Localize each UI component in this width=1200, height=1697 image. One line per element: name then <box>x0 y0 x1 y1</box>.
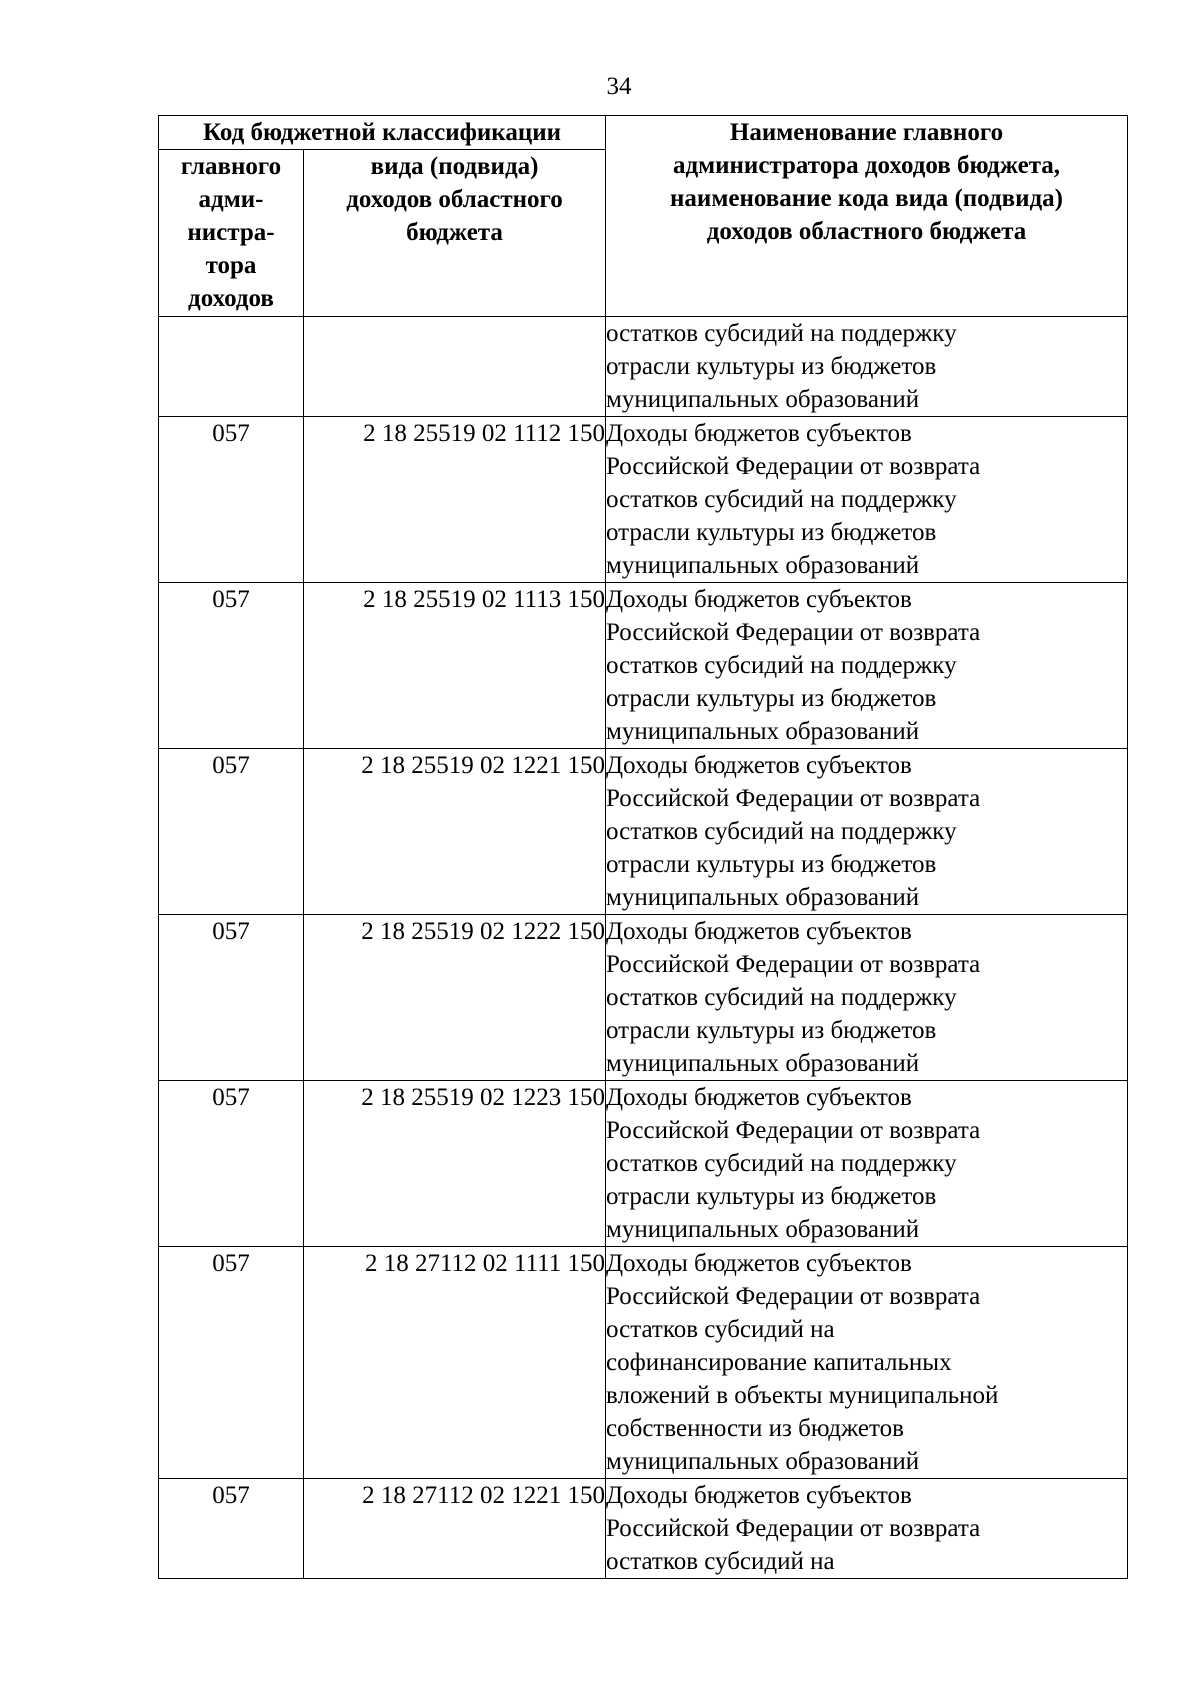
header-line: доходов областного бюджета <box>706 218 1027 245</box>
description-line: Российской Федерации от возврата <box>606 619 981 646</box>
description-cell <box>606 1479 1128 1579</box>
admin-code-cell: 057 <box>159 1247 304 1479</box>
table-row <box>159 915 1128 1081</box>
description-line: отрасли культуры из бюджетов <box>606 519 937 546</box>
description-cell <box>606 1247 1128 1479</box>
description-cell <box>606 417 1128 583</box>
description-cell <box>606 749 1128 915</box>
description-line: муниципальных образований <box>606 718 920 745</box>
income-code-cell: 2 18 27112 02 1221 150 <box>304 1479 606 1579</box>
description-line: отрасли культуры из бюджетов <box>606 353 937 380</box>
income-code-cell: 2 18 25519 02 1221 150 <box>304 749 606 915</box>
kind-column-header <box>304 150 606 317</box>
description-line: остатков субсидий на поддержку <box>606 320 957 347</box>
description-line: муниципальных образований <box>606 1448 920 1475</box>
table-row <box>159 417 1128 583</box>
name-column-header <box>606 116 1128 317</box>
description-line: отрасли культуры из бюджетов <box>606 1183 937 1210</box>
description-cell <box>606 583 1128 749</box>
description-line: остатков субсидий на поддержку <box>606 818 957 845</box>
income-code-cell: 2 18 25519 02 1223 150 <box>304 1081 606 1247</box>
admin-code-cell: 057 <box>159 915 304 1081</box>
description-line: собственности из бюджетов <box>606 1415 904 1442</box>
description-line: Доходы бюджетов субъектов <box>606 1482 912 1509</box>
admin-code-cell: 057 <box>159 583 304 749</box>
income-code-cell: 2 18 25519 02 1113 150 <box>304 583 606 749</box>
header-line: тора <box>205 252 257 279</box>
budget-classification-table <box>158 115 1128 1579</box>
table-row <box>159 1479 1128 1579</box>
header-line: доходов областного <box>346 186 563 213</box>
description-cell <box>606 915 1128 1081</box>
header-line: Наименование главного <box>729 119 1004 146</box>
admin-code-cell: 057 <box>159 417 304 583</box>
table-row <box>159 317 1128 417</box>
header-line: адми- <box>198 186 264 213</box>
table-row <box>159 1247 1128 1479</box>
table-row <box>159 1081 1128 1247</box>
description-line: остатков субсидий на поддержку <box>606 486 957 513</box>
description-line: Российской Федерации от возврата <box>606 1283 981 1310</box>
admin-code-cell: 057 <box>159 1479 304 1579</box>
classification-code-group-header: Код бюджетной классификации <box>159 116 606 150</box>
description-line: Российской Федерации от возврата <box>606 1515 981 1542</box>
description-line: муниципальных образований <box>606 1050 920 1077</box>
description-line: муниципальных образований <box>606 1216 920 1243</box>
description-line: Российской Федерации от возврата <box>606 785 981 812</box>
header-line: доходов <box>188 285 274 312</box>
income-code-cell: 2 18 25519 02 1222 150 <box>304 915 606 1081</box>
description-line: муниципальных образований <box>606 552 920 579</box>
header-line: бюджета <box>406 219 503 246</box>
header-line: вида (подвида) <box>370 153 539 180</box>
description-line: Доходы бюджетов субъектов <box>606 586 912 613</box>
admin-column-header <box>159 150 304 317</box>
description-line: остатков субсидий на поддержку <box>606 1150 957 1177</box>
description-line: отрасли культуры из бюджетов <box>606 851 937 878</box>
description-line: остатков субсидий на <box>606 1316 835 1343</box>
admin-code-cell: 057 <box>159 1081 304 1247</box>
description-line: отрасли культуры из бюджетов <box>606 685 937 712</box>
header-line: администратора доходов бюджета, <box>672 152 1061 179</box>
description-line: остатков субсидий на поддержку <box>606 984 957 1011</box>
description-line: Доходы бюджетов субъектов <box>606 1250 912 1277</box>
description-line: отрасли культуры из бюджетов <box>606 1017 937 1044</box>
description-line: софинансирование капитальных <box>606 1349 952 1376</box>
header-line: наименование кода вида (подвида) <box>670 185 1063 212</box>
admin-code-cell: 057 <box>159 749 304 915</box>
description-line: Российской Федерации от возврата <box>606 453 981 480</box>
description-line: остатков субсидий на <box>606 1548 835 1575</box>
table-row <box>159 749 1128 915</box>
description-line: Доходы бюджетов субъектов <box>606 420 912 447</box>
description-line: Доходы бюджетов субъектов <box>606 918 912 945</box>
table-row <box>159 583 1128 749</box>
description-line: Российской Федерации от возврата <box>606 951 981 978</box>
description-line: Российской Федерации от возврата <box>606 1117 981 1144</box>
description-line: остатков субсидий на поддержку <box>606 652 957 679</box>
description-line: вложений в объекты муниципальной <box>606 1382 999 1409</box>
income-code-cell <box>304 317 606 417</box>
description-line: Доходы бюджетов субъектов <box>606 1084 912 1111</box>
description-line: муниципальных образований <box>606 386 920 413</box>
description-cell <box>606 1081 1128 1247</box>
income-code-cell: 2 18 25519 02 1112 150 <box>304 417 606 583</box>
header-line: нистра- <box>187 219 275 246</box>
admin-code-cell <box>159 317 304 417</box>
income-code-cell: 2 18 27112 02 1111 150 <box>304 1247 606 1479</box>
page-number: 34 <box>606 73 632 100</box>
header-line: главного <box>180 153 282 180</box>
description-line: Доходы бюджетов субъектов <box>606 752 912 779</box>
description-line: муниципальных образований <box>606 884 920 911</box>
description-cell <box>606 317 1128 417</box>
